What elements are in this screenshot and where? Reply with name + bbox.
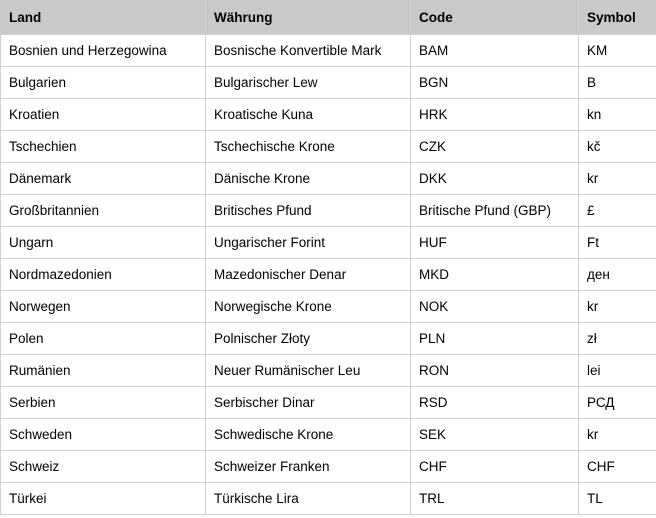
cell-waehrung: Schweizer Franken — [206, 451, 411, 483]
cell-land: Serbien — [1, 387, 206, 419]
table-row — [1, 291, 656, 323]
cell-code: RSD — [411, 387, 579, 419]
cell-code: Britische Pfund (GBP) — [411, 195, 579, 227]
table-header-row — [1, 1, 656, 35]
cell-code: SEK — [411, 419, 579, 451]
cell-waehrung: Mazedonischer Denar — [206, 259, 411, 291]
cell-symbol: РСД — [579, 387, 656, 419]
column-header-land: Land — [1, 1, 206, 35]
table-row — [1, 387, 656, 419]
table-row — [1, 419, 656, 451]
cell-waehrung: Türkische Lira — [206, 483, 411, 515]
cell-land: Schweiz — [1, 451, 206, 483]
table-header — [1, 1, 656, 35]
cell-symbol: kr — [579, 163, 656, 195]
cell-waehrung: Neuer Rumänischer Leu — [206, 355, 411, 387]
cell-code: HUF — [411, 227, 579, 259]
table-row — [1, 195, 656, 227]
table-row — [1, 163, 656, 195]
table-row — [1, 99, 656, 131]
column-header-code: Code — [411, 1, 579, 35]
table-row — [1, 323, 656, 355]
table-row — [1, 131, 656, 163]
cell-symbol: CHF — [579, 451, 656, 483]
cell-code: NOK — [411, 291, 579, 323]
cell-waehrung: Norwegische Krone — [206, 291, 411, 323]
cell-code: CHF — [411, 451, 579, 483]
cell-waehrung: Serbischer Dinar — [206, 387, 411, 419]
cell-symbol: zł — [579, 323, 656, 355]
cell-land: Nordmazedonien — [1, 259, 206, 291]
cell-symbol: kč — [579, 131, 656, 163]
cell-land: Bosnien und Herzegowina — [1, 35, 206, 67]
table-row — [1, 259, 656, 291]
cell-code: BAM — [411, 35, 579, 67]
cell-waehrung: Kroatische Kuna — [206, 99, 411, 131]
cell-waehrung: Britisches Pfund — [206, 195, 411, 227]
cell-symbol: TL — [579, 483, 656, 515]
cell-land: Großbritannien — [1, 195, 206, 227]
cell-code: DKK — [411, 163, 579, 195]
cell-symbol: kr — [579, 419, 656, 451]
table-row — [1, 35, 656, 67]
cell-symbol: lei — [579, 355, 656, 387]
cell-symbol: £ — [579, 195, 656, 227]
cell-code: CZK — [411, 131, 579, 163]
column-header-symbol: Symbol — [579, 1, 656, 35]
table-row — [1, 483, 656, 515]
cell-land: Rumänien — [1, 355, 206, 387]
cell-land: Norwegen — [1, 291, 206, 323]
cell-code: RON — [411, 355, 579, 387]
cell-code: MKD — [411, 259, 579, 291]
cell-symbol: ден — [579, 259, 656, 291]
cell-symbol: kn — [579, 99, 656, 131]
cell-land: Tschechien — [1, 131, 206, 163]
table-body — [1, 35, 656, 515]
cell-code: HRK — [411, 99, 579, 131]
cell-waehrung: Bulgarischer Lew — [206, 67, 411, 99]
cell-symbol: kr — [579, 291, 656, 323]
cell-waehrung: Dänische Krone — [206, 163, 411, 195]
cell-waehrung: Bosnische Konvertible Mark — [206, 35, 411, 67]
cell-land: Schweden — [1, 419, 206, 451]
cell-land: Polen — [1, 323, 206, 355]
table-row — [1, 67, 656, 99]
cell-code: PLN — [411, 323, 579, 355]
cell-waehrung: Ungarischer Forint — [206, 227, 411, 259]
cell-land: Türkei — [1, 483, 206, 515]
table-row — [1, 451, 656, 483]
table-row — [1, 355, 656, 387]
cell-land: Kroatien — [1, 99, 206, 131]
table-row — [1, 227, 656, 259]
cell-waehrung: Polnischer Złoty — [206, 323, 411, 355]
cell-land: Ungarn — [1, 227, 206, 259]
cell-land: Dänemark — [1, 163, 206, 195]
cell-symbol: KM — [579, 35, 656, 67]
cell-land: Bulgarien — [1, 67, 206, 99]
cell-waehrung: Tschechische Krone — [206, 131, 411, 163]
cell-symbol: Ft — [579, 227, 656, 259]
column-header-waehrung: Währung — [206, 1, 411, 35]
cell-code: BGN — [411, 67, 579, 99]
cell-code: TRL — [411, 483, 579, 515]
cell-symbol: B — [579, 67, 656, 99]
cell-waehrung: Schwedische Krone — [206, 419, 411, 451]
